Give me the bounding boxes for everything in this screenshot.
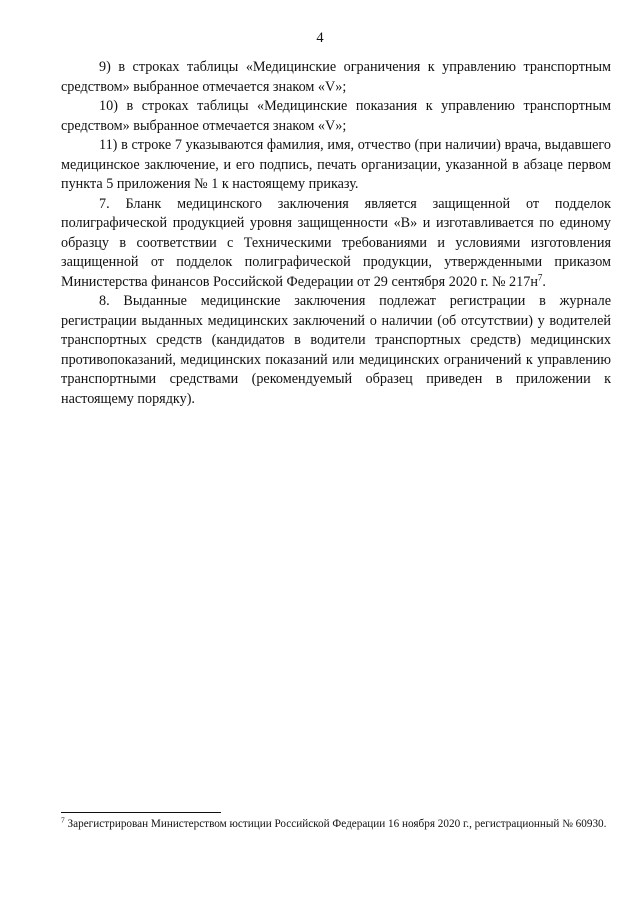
paragraph-text: 10) в строках таблицы «Медицинские показания к управлению транспортным средством» выбранное отмечается знаком «V»;	[61, 98, 611, 134]
section-7-paragraph	[61, 195, 611, 293]
paragraph-tail: .	[542, 273, 546, 290]
page-number: 4	[316, 30, 324, 46]
item-11-paragraph	[61, 136, 611, 195]
section-8-paragraph	[61, 292, 611, 409]
paragraph-text: 9) в строках таблицы «Медицинские ограничения к управлению транспортным средством» выбранное отмечается знаком «V»;	[61, 59, 611, 95]
footnote-reference[interactable]: 7	[537, 271, 543, 282]
item-9-paragraph	[61, 58, 611, 97]
paragraph-text: 11) в строке 7 указываются фамилия, имя, отчество (при наличии) врача, выдавшего медицинское заключение, и его подпись, печать организации, указанной в абзаце первом пункта 5 приложения № 1 к настоящему приказу.	[61, 137, 611, 192]
item-10-paragraph	[61, 97, 611, 136]
footnote-text: Зарегистрирован Министерством юстиции Российской Федерации 16 ноября 2020 г., регистрационный № 60930.	[64, 818, 607, 830]
footnote-mark: 7	[61, 815, 65, 825]
footnote	[61, 817, 611, 832]
paragraph-text: 8. Выданные медицинские заключения подлежат регистрации в журнале регистрации выданных медицинских заключений о наличии (об отсутствии) у водителей транспортных средств (кандидатов в водители транспортных средств) медицинских противопоказаний, медицинских показаний или медицинских ограничений к управлению транспортными средствами (рекомендуемый образец приведен в приложении к настоящему порядку).	[61, 293, 611, 407]
footnote-divider	[61, 812, 221, 813]
document-body	[61, 58, 611, 409]
paragraph-text: 7. Бланк медицинского заключения является защищенной от подделок полиграфической продукцией уровня защищенности «В» и изготавливается по единому образцу в соответствии с Техническими требованиями и условиями изготовления защищенной от подделок полиграфической продукции, утвержденными приказом Министерства финансов Российской Федерации от 29 сентября 2020 г. № 217н	[61, 195, 611, 290]
